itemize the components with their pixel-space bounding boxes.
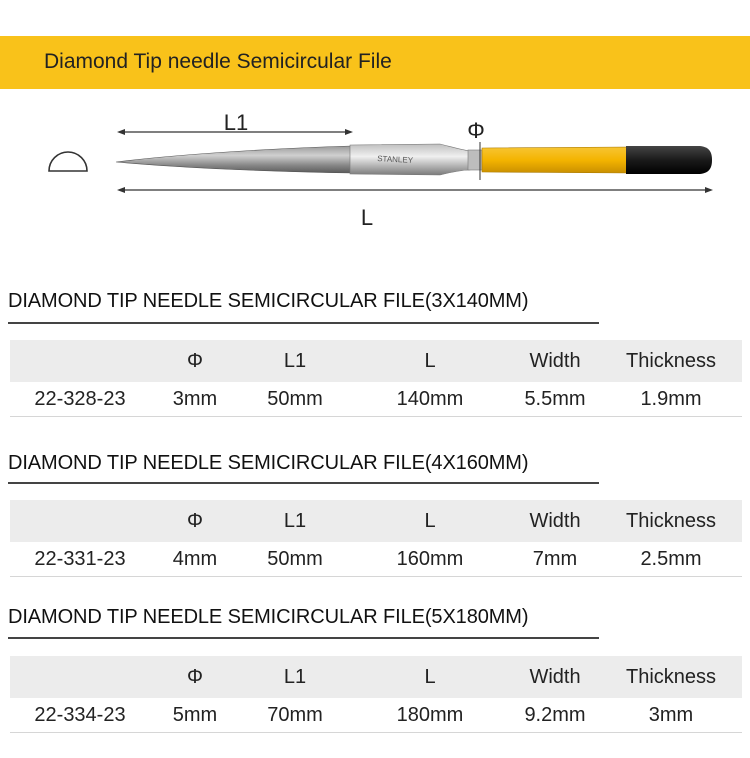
header-cell-model [10, 340, 150, 382]
header-cell-l1: L1 [240, 500, 350, 542]
section-underline-1 [8, 322, 599, 324]
cell-l: 140mm [350, 382, 510, 417]
header-cell-phi: Φ [150, 500, 240, 542]
cell-l: 160mm [350, 542, 510, 577]
spec-table-1 [10, 340, 742, 417]
phi-label: Φ [467, 118, 485, 143]
header-cell-l1: L1 [240, 340, 350, 382]
header-cell-width: Width [510, 340, 600, 382]
cell-width: 9.2mm [510, 698, 600, 733]
cell-model: 22-334-23 [10, 698, 150, 733]
table-row [10, 698, 742, 733]
section-underline-3 [8, 637, 599, 639]
cell-phi: 5mm [150, 698, 240, 733]
cell-thickness: 3mm [600, 698, 742, 733]
cell-width: 5.5mm [510, 382, 600, 417]
cell-model: 22-328-23 [10, 382, 150, 417]
header-cell-width: Width [510, 656, 600, 698]
header-cell-l1: L1 [240, 656, 350, 698]
l1-label: L1 [223, 110, 249, 135]
table-row [10, 382, 742, 417]
table-header-row [10, 500, 742, 542]
header-cell-model [10, 656, 150, 698]
brand-label: STANLEY [376, 154, 414, 165]
file-diagram [0, 100, 750, 240]
header-cell-phi: Φ [150, 656, 240, 698]
header-cell-thickness: Thickness [600, 340, 742, 382]
section-underline-2 [8, 482, 599, 484]
cell-thickness: 2.5mm [600, 542, 742, 577]
header-cell-phi: Φ [150, 340, 240, 382]
cell-l1: 50mm [240, 382, 350, 417]
file-grip [626, 146, 712, 174]
table-row [10, 542, 742, 577]
table-header-row [10, 340, 742, 382]
cell-width: 7mm [510, 542, 600, 577]
header-cell-width: Width [510, 500, 600, 542]
cell-l: 180mm [350, 698, 510, 733]
semicircle-section-icon [49, 152, 87, 171]
section-title-2: DIAMOND TIP NEEDLE SEMICIRCULAR FILE(4X160MM) [8, 452, 529, 474]
header-cell-l: L [350, 656, 510, 698]
cell-model: 22-331-23 [10, 542, 150, 577]
header-cell-model [10, 500, 150, 542]
header-cell-l: L [350, 340, 510, 382]
cell-l1: 50mm [240, 542, 350, 577]
header-cell-thickness: Thickness [600, 500, 742, 542]
diamond-file-blade [116, 146, 352, 173]
title-banner [0, 36, 750, 89]
header-cell-thickness: Thickness [600, 656, 742, 698]
spec-table-2 [10, 500, 742, 577]
section-title-1: DIAMOND TIP NEEDLE SEMICIRCULAR FILE(3X140MM) [8, 290, 529, 312]
table-header-row [10, 656, 742, 698]
banner-title: Diamond Tip needle Semicircular File [44, 50, 392, 73]
spec-table-3 [10, 656, 742, 733]
cell-phi: 4mm [150, 542, 240, 577]
l-label: L [360, 205, 374, 230]
header-cell-l: L [350, 500, 510, 542]
cell-thickness: 1.9mm [600, 382, 742, 417]
cell-l1: 70mm [240, 698, 350, 733]
section-title-3: DIAMOND TIP NEEDLE SEMICIRCULAR FILE(5X180MM) [8, 606, 529, 628]
cell-phi: 3mm [150, 382, 240, 417]
l-dimension-arrow [117, 187, 713, 193]
file-handle [482, 147, 628, 173]
